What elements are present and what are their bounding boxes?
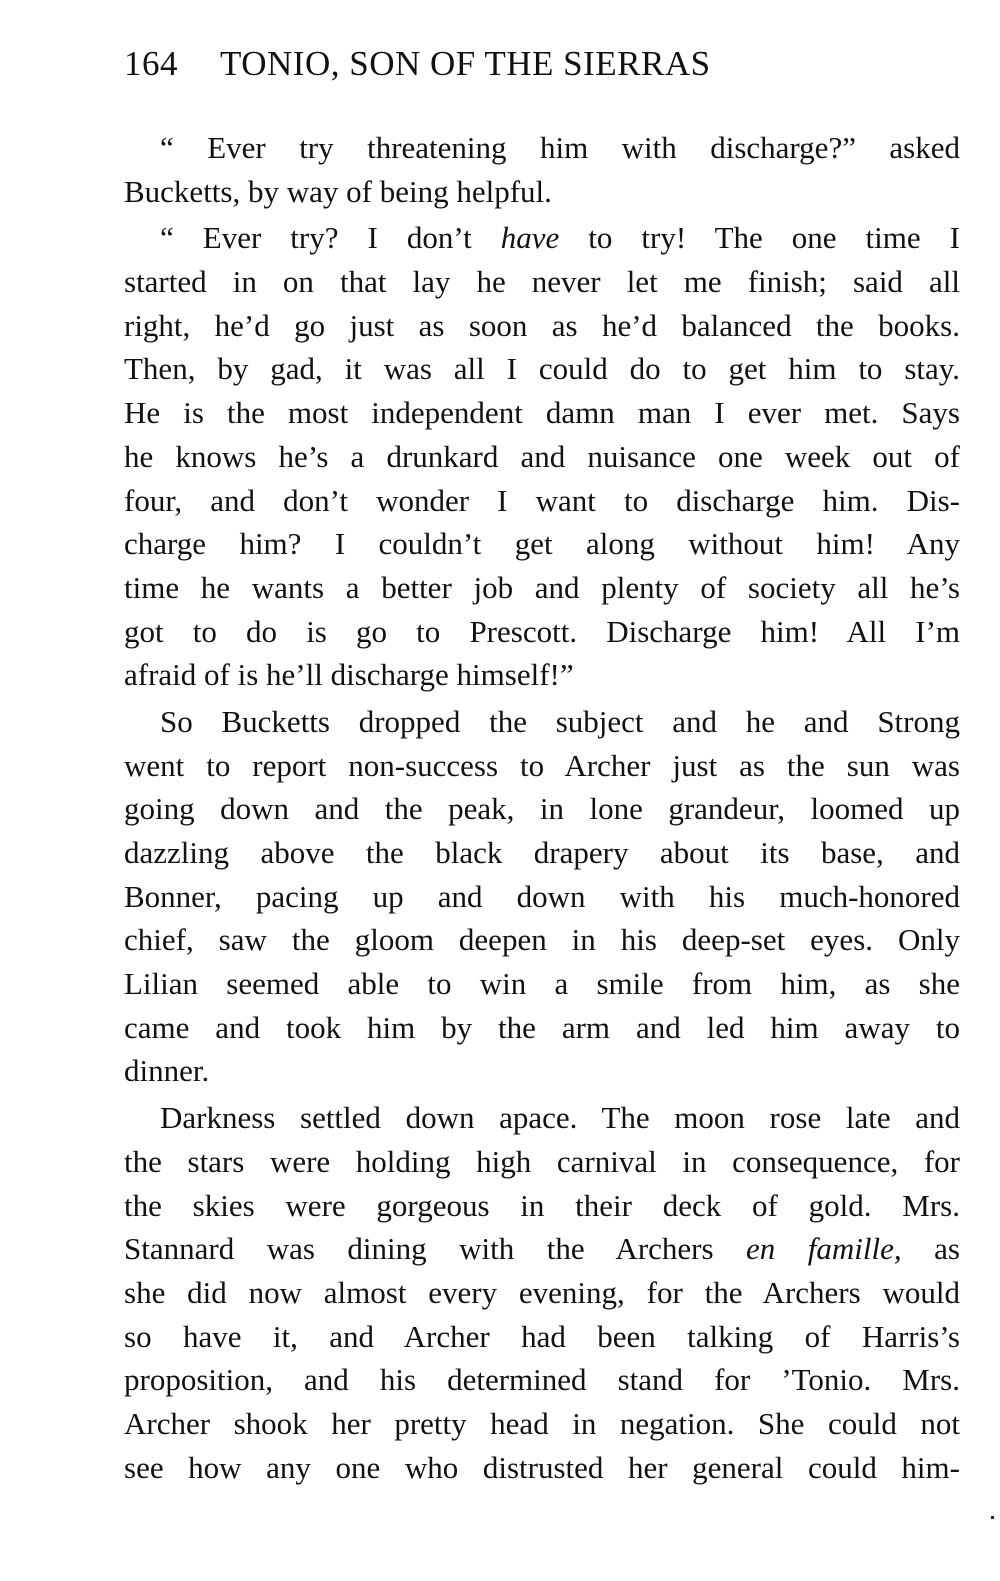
text-line: Lilian seemed able to win a smile from him, as she [124,966,960,1002]
text-line: right, he’d go just as soon as he’d balanced the books. [124,307,960,343]
text-line: started in on that lay he never let me finish; said all [124,264,960,300]
text-line: Bonner, pacing up and down with his much-honored [124,878,960,914]
text-line: dazzling above the black drapery about its base, and [124,835,960,870]
text-line: time he wants a better job and plenty of society all he’s [124,569,960,605]
text-line: Bucketts, by way of being helpful. [124,173,552,209]
text-line: came and took him by the arm and led him away to [124,1009,960,1045]
text-line: Then, by gad, it was all I could do to get him to stay. [124,351,960,387]
text-line: afraid of is he’ll discharge himself!” [124,657,574,693]
text-line: see how any one who distrusted her general could him- [124,1449,960,1485]
text-line: dinner. [124,1053,210,1089]
text-line: Archer shook her pretty head in negation. She could not [124,1405,960,1441]
text-line: got to do is go to Prescott. Discharge him! All I’m [124,613,960,649]
page-number: 164 [124,44,178,83]
text-line: Darkness settled down apace. The moon rose late and [160,1100,960,1136]
running-title: TONIO, SON OF THE SIERRAS [220,44,711,83]
body-text [124,126,960,1489]
text-line: Stannard was dining with the Archers en famille, as [124,1231,960,1267]
text-line: He is the most independent damn man I ever met. Says [124,395,960,431]
text-line: she did now almost every evening, for the Archers would [124,1274,960,1310]
text-line: went to report non-success to Archer just as the sun was [124,747,960,783]
text-line: the skies were gorgeous in their deck of gold. Mrs. [124,1187,960,1223]
text-line: the stars were holding high carnival in consequence, for [124,1143,960,1179]
book-page [124,38,960,1489]
text-line: proposition, and his determined stand for ’Tonio. Mrs. [124,1362,960,1398]
text-line: so have it, and Archer had been talking of Harris’s [124,1318,960,1354]
text-line: chief, saw the gloom deepen in his deep-set eyes. Only [124,922,960,958]
scan-speck [991,1516,994,1519]
running-header [124,38,960,90]
text-line: going down and the peak, in lone grandeur, loomed up [124,791,960,827]
text-line: four, and don’t wonder I want to discharge him. Dis- [124,482,960,518]
text-line: he knows he’s a drunkard and nuisance one week out of [124,438,960,474]
text-line: So Bucketts dropped the subject and he and Strong [160,703,960,739]
text-line: “ Ever try threatening him with discharge?” asked [160,130,960,165]
text-line: charge him? I couldn’t get along without him! Any [124,526,960,562]
text-line: “ Ever try? I don’t have to try! The one time I [160,220,960,256]
